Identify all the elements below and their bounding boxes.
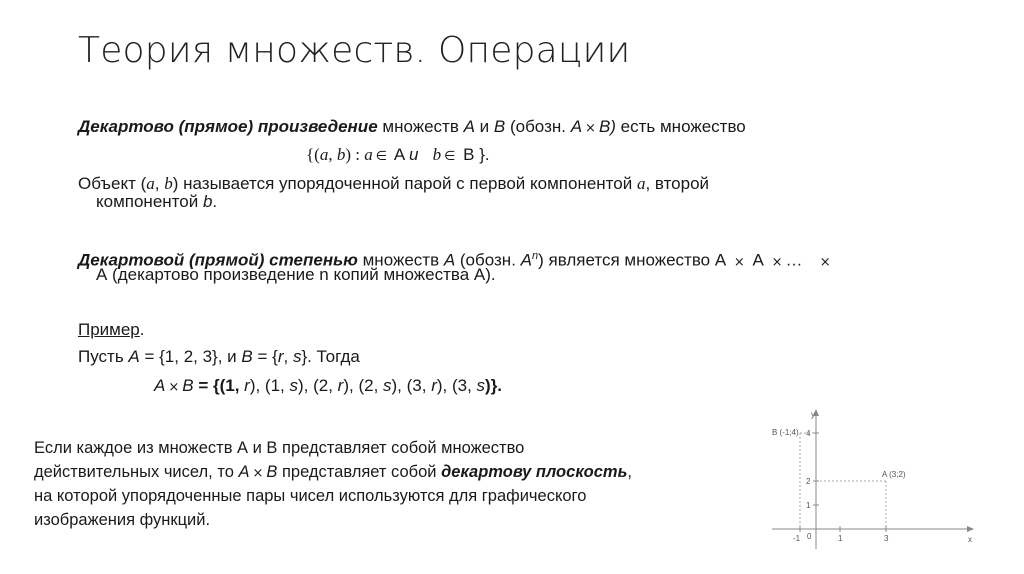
times-symbol: ×: [819, 254, 831, 270]
text: a: [636, 174, 646, 193]
times-symbol: ×: [168, 380, 180, 395]
point-a-label: A (3;2): [882, 470, 906, 479]
x-axis-label: x: [968, 535, 972, 544]
x-tick-label: 1: [838, 534, 843, 543]
text: a: [319, 145, 329, 164]
text: B: [493, 117, 506, 136]
coordinate-plane-figure: [762, 404, 982, 554]
text: представляет собой: [277, 463, 442, 481]
text: …: [785, 250, 808, 270]
text: компонентой: [96, 192, 203, 211]
x-axis-arrow-icon: [967, 526, 974, 532]
text: есть множество: [615, 117, 746, 136]
text: множеств: [377, 117, 464, 136]
text: А (декартово произведение n копий множества А).: [96, 265, 496, 284]
text: r: [431, 376, 437, 395]
text: A: [128, 347, 140, 366]
text: A: [390, 145, 409, 164]
text: {(: [306, 145, 320, 164]
text: B: [182, 376, 194, 395]
ordered-pair-line2: [96, 192, 217, 212]
text: A: [238, 463, 250, 481]
text: B): [598, 117, 616, 136]
text: A: [463, 117, 475, 136]
def2-line2: [96, 265, 496, 285]
text: a: [146, 174, 155, 193]
slide-title: Теория множеств. Операции: [78, 30, 631, 71]
text: b: [336, 145, 346, 164]
cartesian-plane-term: декартову плоскость: [441, 463, 628, 481]
plane-line1: [34, 438, 524, 458]
example-line1: [78, 347, 360, 367]
origin-label: 0: [807, 532, 812, 541]
text: = {: [252, 347, 278, 366]
text: Объект (: [78, 174, 147, 193]
text: s: [383, 376, 392, 395]
text: .: [212, 192, 218, 211]
times-symbol: ×: [771, 254, 783, 270]
text: a: [364, 145, 373, 164]
ordered-pair-line1: [78, 174, 709, 194]
y-axis-label: y: [811, 410, 815, 419]
text: A: [570, 117, 583, 136]
plane-line4: [34, 510, 210, 530]
text: }. Тогда: [301, 347, 360, 366]
in-symbol: ∈: [444, 149, 456, 164]
text: B: [266, 463, 278, 481]
text: ), (3,: [391, 376, 432, 395]
text: B }.: [458, 145, 490, 164]
text: ), (1,: [249, 376, 290, 395]
text: А: [747, 250, 769, 270]
times-symbol: ×: [252, 466, 264, 481]
text: , второй: [645, 174, 710, 193]
text: n: [531, 250, 539, 262]
point-b-label: B (-1;4): [772, 428, 799, 437]
text: B: [241, 347, 253, 366]
text: и: [474, 117, 494, 136]
y-tick-label: 4: [806, 429, 811, 438]
in-symbol: ∈: [375, 149, 388, 164]
text: ) :: [345, 145, 365, 164]
text: b: [164, 174, 173, 193]
text: Если каждое из множеств А и В представляет собой множество: [34, 439, 525, 457]
text: ,: [154, 174, 165, 193]
def1-term: Декартово (прямое) произведение: [78, 117, 378, 136]
text: множеств: [357, 250, 444, 270]
example-product: [154, 376, 502, 398]
text: )}.: [485, 376, 503, 395]
y-tick-label: 2: [806, 477, 811, 486]
text: ), (2,: [298, 376, 338, 395]
text: (обозн.: [505, 117, 571, 136]
def1-line: [78, 117, 746, 139]
text: (обозн.: [455, 250, 521, 270]
text: действительных чисел, то: [34, 463, 239, 481]
text: A: [443, 250, 456, 270]
text: и: [408, 145, 419, 164]
text: ,: [328, 145, 337, 164]
text: ) называется упорядоченной парой с первой компонентой: [172, 174, 637, 193]
text: s: [476, 376, 486, 395]
text: b: [432, 145, 442, 164]
times-symbol: ×: [585, 121, 596, 136]
text: = {(1,: [193, 376, 245, 395]
text: ,: [283, 347, 293, 366]
text: .: [139, 320, 145, 339]
times-symbol: ×: [733, 254, 745, 270]
x-tick-label: -1: [793, 534, 801, 543]
text: ), (2,: [343, 376, 384, 395]
text: ) является множество А: [538, 250, 731, 270]
text: ), (3,: [436, 376, 477, 395]
y-tick-label: 1: [806, 501, 811, 510]
text: на которой упорядоченные пары чисел используются для графического: [34, 487, 587, 505]
plane-line2: [34, 462, 632, 484]
text: r: [277, 347, 284, 366]
x-tick-label: 3: [884, 534, 889, 543]
text: A: [154, 376, 166, 395]
text: r: [244, 376, 250, 395]
text: b: [202, 192, 213, 211]
text: A: [520, 250, 532, 270]
def1-set-formula: [306, 145, 490, 167]
text: s: [289, 376, 298, 395]
plane-line3: [34, 486, 586, 506]
def2-term: Декартовой (прямой) степенью: [78, 250, 358, 270]
text: = {1, 2, 3}, и: [139, 347, 242, 366]
text: Пусть: [78, 347, 129, 366]
example-label: [78, 320, 145, 340]
text: r: [337, 376, 344, 395]
text: Пример: [78, 320, 140, 339]
text: s: [292, 347, 302, 366]
text: изображения функций.: [34, 511, 211, 529]
text: ,: [627, 463, 632, 481]
